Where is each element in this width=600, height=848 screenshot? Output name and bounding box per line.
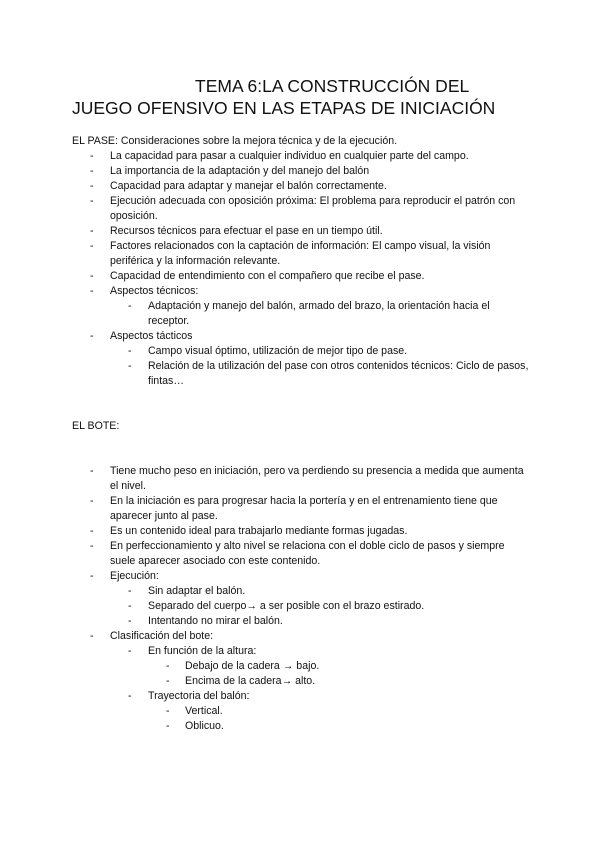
bote-list [72, 464, 532, 734]
list-item [148, 674, 532, 689]
bullet-dash: - [90, 285, 94, 297]
list-item-text: Intentando no mirar el balón. [148, 615, 283, 627]
bullet-dash: - [128, 615, 132, 627]
list-item-text: Encima de la cadera→ alto. [185, 675, 316, 687]
bullet-dash: - [166, 675, 170, 687]
title-line-2: JUEGO OFENSIVO EN LAS ETAPAS DE INICIACIÓN [72, 98, 496, 118]
list-item-text: Adaptación y manejo del balón, armado del brazo, la orientación hacia el receptor. [148, 300, 490, 327]
list-item [110, 614, 532, 629]
list-item [72, 494, 532, 524]
list-item-text: Debajo de la cadera → bajo. [185, 660, 320, 672]
list-item [72, 149, 532, 164]
spacer [72, 404, 532, 419]
list-item-text: En perfeccionamiento y alto nivel se relaciona con el doble ciclo de pasos y siempre suele aparecer asociado con este contenido. [110, 540, 505, 567]
bote-trayectoria-list [148, 704, 532, 734]
list-item [72, 164, 532, 179]
list-item-text: Tiene mucho peso en iniciación, pero va perdiendo su presencia a medida que aumenta el nivel. [110, 465, 524, 492]
list-item-text: Ejecución adecuada con oposición próxima: El problema para reproducir el patrón con oposición. [110, 195, 516, 222]
list-item [72, 539, 532, 569]
pase-list [72, 149, 532, 389]
bullet-dash: - [90, 195, 94, 207]
bullet-dash: - [128, 360, 132, 372]
bullet-dash: - [90, 330, 94, 342]
list-item [110, 599, 532, 614]
section-heading-bote: EL BOTE: [72, 420, 120, 432]
list-item [72, 194, 532, 224]
list-item-text: En la iniciación es para progresar hacia la portería y en el entrenamiento tiene que aparecer junto al pase. [110, 495, 498, 522]
list-item [110, 689, 532, 734]
bullet-dash: - [90, 165, 94, 177]
spacer [72, 434, 532, 449]
page-title [72, 75, 542, 119]
bullet-dash: - [90, 180, 94, 192]
list-item-text: Aspectos tácticos [110, 330, 193, 342]
bullet-dash: - [128, 585, 132, 597]
list-item [72, 239, 532, 269]
list-item [72, 269, 532, 284]
section-heading-pase: EL PASE: Consideraciones sobre la mejora técnica y de la ejecución. [72, 135, 398, 147]
list-item-text: La capacidad para pasar a cualquier individuo en cualquier parte del campo. [110, 150, 469, 162]
bullet-dash: - [128, 345, 132, 357]
bullet-dash: - [90, 495, 94, 507]
bullet-dash: - [90, 630, 94, 642]
list-item-text: Recursos técnicos para efectuar el pase en un tiempo útil. [110, 225, 383, 237]
list-item-text: Es un contenido ideal para trabajarlo mediante formas jugadas. [110, 525, 408, 537]
list-item [110, 584, 532, 599]
list-item-text: Sin adaptar el balón. [148, 585, 246, 597]
list-item [72, 464, 532, 494]
list-item [72, 569, 532, 629]
bullet-dash: - [128, 690, 132, 702]
list-item-text: Clasificación del bote: [110, 630, 214, 642]
bullet-dash: - [166, 660, 170, 672]
bullet-dash: - [90, 150, 94, 162]
list-item [72, 224, 532, 239]
list-item [110, 299, 532, 329]
list-item-text: En función de la altura: [148, 645, 257, 657]
bullet-dash: - [90, 525, 94, 537]
list-item-text: Oblicuo. [185, 720, 224, 732]
document-body [72, 134, 532, 734]
list-item-text: Vertical. [185, 705, 223, 717]
bote-ejecucion-list [110, 584, 532, 629]
list-item [148, 704, 532, 719]
list-item-text: Trayectoria del balón: [148, 690, 250, 702]
bote-clasificacion-list [110, 644, 532, 734]
bullet-dash: - [166, 720, 170, 732]
list-item [110, 359, 532, 389]
spacer [72, 389, 532, 404]
list-item [72, 284, 532, 329]
list-item-text: La importancia de la adaptación y del manejo del balón [110, 165, 370, 177]
list-item [72, 524, 532, 539]
bullet-dash: - [128, 600, 132, 612]
pase-tacticos-list [110, 344, 532, 389]
bote-altura-list [148, 659, 532, 689]
list-item-text: Factores relacionados con la captación de información: El campo visual, la visión periférica y la información relevante. [110, 240, 491, 267]
list-item-text: Campo visual óptimo, utilización de mejor tipo de pase. [148, 345, 408, 357]
list-item-text: Separado del cuerpo→ a ser posible con el brazo estirado. [148, 600, 425, 612]
list-item-text: Capacidad para adaptar y manejar el balón correctamente. [110, 180, 387, 192]
list-item [110, 344, 532, 359]
list-item [72, 629, 532, 734]
spacer [72, 449, 532, 464]
list-item [72, 179, 532, 194]
bullet-dash: - [90, 540, 94, 552]
bullet-dash: - [90, 270, 94, 282]
pase-tecnicos-list [110, 299, 532, 329]
bullet-dash: - [90, 240, 94, 252]
list-item [72, 329, 532, 389]
list-item [148, 719, 532, 734]
list-item [148, 659, 532, 674]
list-item-text: Aspectos técnicos: [110, 285, 199, 297]
list-item [110, 644, 532, 689]
bullet-dash: - [128, 645, 132, 657]
title-line-1: TEMA 6:LA CONSTRUCCIÓN DEL [195, 76, 470, 96]
bullet-dash: - [166, 705, 170, 717]
bullet-dash: - [90, 465, 94, 477]
list-item-text: Capacidad de entendimiento con el compañero que recibe el pase. [110, 270, 425, 282]
bullet-dash: - [128, 300, 132, 312]
bullet-dash: - [90, 570, 94, 582]
list-item-text: Ejecución: [110, 570, 159, 582]
bullet-dash: - [90, 225, 94, 237]
list-item-text: Relación de la utilización del pase con otros contenidos técnicos: Ciclo de pasos, fintas… [148, 360, 529, 387]
